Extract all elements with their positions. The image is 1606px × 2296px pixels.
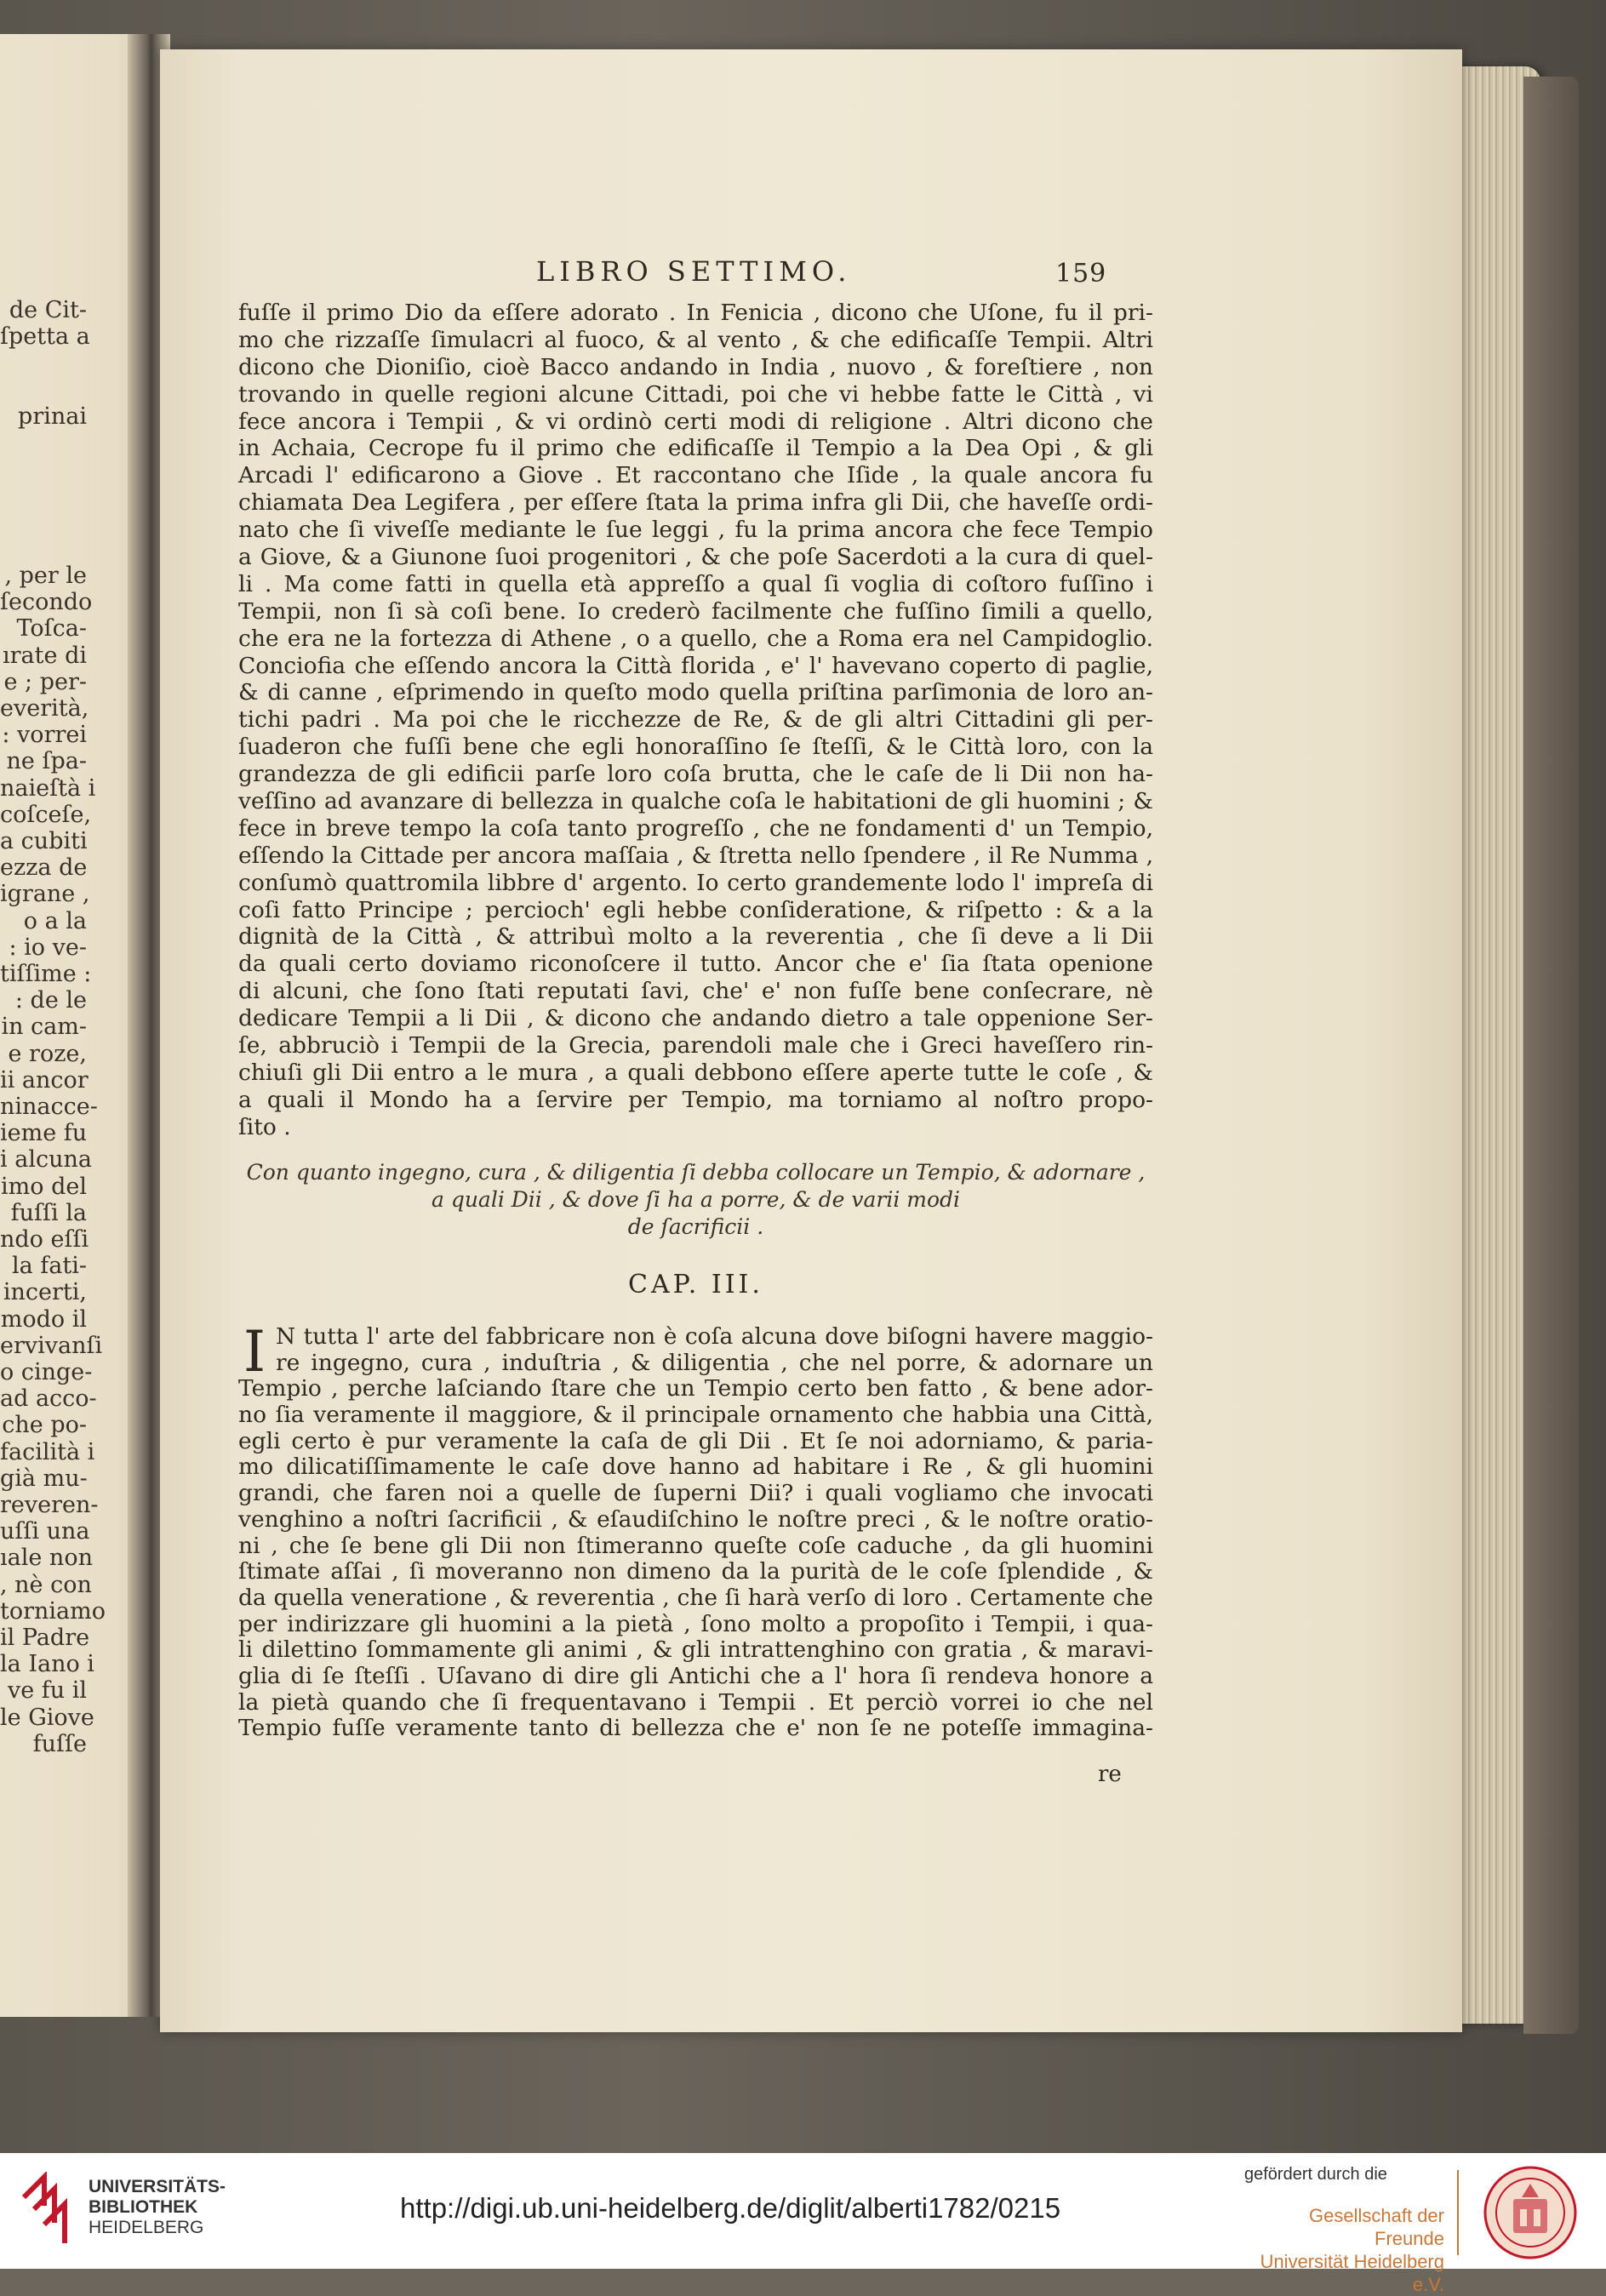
left-page-fragment: ervivanſi: [0, 1332, 103, 1359]
left-page-fragment: il Padre: [0, 1625, 90, 1651]
sponsor-name-line2: Universität Heidelberg e.V.: [1260, 2251, 1444, 2295]
chapter-line: li dilettino ſommamente gli animi , & gli intrattenghino con gratia , & maravi-: [238, 1636, 1153, 1664]
chapter-line: no ſia veramente il maggiore, & il principale ornamento che habbia una Città,: [238, 1402, 1153, 1429]
heading-line: de ſacrificii .: [627, 1214, 764, 1239]
left-page-fragment: e roze,: [8, 1040, 87, 1067]
left-page-fragment: che po-: [2, 1412, 87, 1439]
body-line: da quali certo doviamo riconoſcere il tutto. Ancor che e' ſia ſtata openione: [238, 951, 1153, 978]
left-page-fragment: prinai: [18, 403, 87, 430]
heading-line: a quali Dii , & dove ſi ha a porre, & de varii modi: [431, 1187, 961, 1212]
body-line: chiamata Dea Legifera , per eſſere ſtata la prima infra gli Dii, che haveſſe ordi-: [238, 489, 1153, 517]
body-line: Tempii, non ſi sà coſi bene. Io crederò facilmente che fuſſino ſimili a quello,: [238, 597, 1153, 625]
left-page-fragment: le Giove: [0, 1704, 94, 1731]
body-line: conſumò quattromila libbre d' argento. Io certo grandemente lodo l' impreſa di: [238, 869, 1153, 896]
previous-page-fragment: [0, 34, 145, 2017]
chapter-line: mo dilicatiſſimamente le caſe dove hanno ad habitare i Re , & gli huomini: [238, 1454, 1153, 1481]
left-page-fragment: in cam-: [1, 1014, 87, 1041]
left-page-fragment: : vorrei: [2, 722, 87, 749]
body-line: ſito .: [238, 1113, 291, 1140]
left-page-fragment: o cinge-: [0, 1359, 93, 1385]
chapter-line: egli certo è pur veramente la caſa de gli Dii . Et ſe noi adorniamo, & paria-: [238, 1427, 1153, 1454]
left-page-fragment: la fati-: [11, 1253, 87, 1280]
left-page-fragment: ninacce-: [0, 1094, 98, 1120]
sponsor-name-line1: Gesellschaft der Freunde: [1309, 2205, 1444, 2249]
body-line: veſſino ad avanzare di bellezza in qualche coſa le habitationi de gli huomini ; &: [238, 788, 1153, 815]
section-heading: [238, 1159, 1153, 1241]
left-page-fragment: ezza de: [0, 854, 88, 882]
permalink-url[interactable]: http://digi.ub.uni-heidelberg.de/diglit/alberti1782/0215: [400, 2192, 1061, 2224]
body-line: li . Ma come fatti in quella età appreſſo a qual ſi voglia di coſtoro fuſſino i: [238, 570, 1153, 597]
left-page-fragment: ieme fu: [0, 1120, 88, 1147]
footer-divider: [1457, 2170, 1459, 2255]
body-line: Arcadi l' edificarono a Giove . Et raccontano che Iſide , la quale ancora fu: [238, 462, 1153, 489]
chapter-line: venghino a noſtri ſacrificii , & eſaudiſchino le noſtre preci , & le noſtre oratio-: [238, 1505, 1153, 1533]
left-page-fragment: ii ancor: [0, 1066, 89, 1094]
left-page-fragment: reveren-: [0, 1492, 99, 1518]
left-page-fragment: incerti,: [3, 1279, 87, 1306]
page-number: 159: [1055, 259, 1107, 288]
body-line: ſuaderon che fuſſi bene che egli honoraſſino ſe ſteſſi, & le Città loro, con la: [238, 734, 1153, 761]
left-page-fragment: ıale non: [0, 1545, 93, 1572]
left-page-fragment: : io ve-: [9, 934, 87, 961]
body-line: di alcuni, che ſono ſtati reputati ſavi, che' e' non fuſſe bene conſecrare, nè: [238, 978, 1153, 1005]
left-page-fragment: naieſtà i: [0, 774, 96, 802]
body-line: nato che ſi viveſſe mediante le ſue leggi , fu la prima ancora che fece Tempio: [238, 517, 1153, 544]
left-page-fragment: igrane ,: [0, 881, 90, 908]
left-page-fragment: modo il: [0, 1305, 87, 1333]
left-page-fragment: everità,: [0, 695, 89, 722]
left-page-fragment: ve fu il: [7, 1677, 87, 1705]
left-page-fragment: ndo eſſi: [0, 1226, 89, 1253]
body-line: a quali il Mondo ha a ſervire per Tempio, ma torniamo al noſtro propo-: [238, 1086, 1153, 1113]
running-head: [374, 255, 1226, 289]
left-page-fragment: Toſca-: [16, 615, 87, 643]
body-line: chiuſi gli Dii entro a le mura , a quali debbono eſſere aperte tutte le coſe , &: [238, 1059, 1153, 1086]
body-line: dedicare Tempii a li Dii , & dicono che andando dietro a tale oppenione Ser-: [238, 1005, 1153, 1032]
left-page-fragment: o a la: [23, 907, 87, 934]
left-page-fragment: imo del: [1, 1173, 87, 1200]
body-line: eſſendo la Cittade per ancora maſſaia , & ſtretta nello ſpendere , il Re Numma ,: [238, 842, 1153, 869]
body-line: grandezza de gli edificii parſe loro coſa brutta, che le caſe de li Dii non ha-: [238, 761, 1153, 788]
body-line: dicono che Dioniſio, cioè Bacco andando in India , nuovo , & foreſtiere , non: [238, 353, 1153, 380]
left-page-fragment: i alcuna: [0, 1146, 92, 1174]
left-page-fragment: facilità i: [0, 1438, 95, 1465]
library-name-line3: HEIDELBERG: [89, 2218, 204, 2237]
book-cover-edge: [1523, 77, 1579, 2034]
drop-cap: I: [243, 1319, 266, 1385]
catchword: re: [1098, 1762, 1122, 1787]
body-line: fece in breve tempo la coſa tanto progreſſo , che ne fondamenti d' un Tempio,: [238, 814, 1153, 842]
left-page-fragment: la Iano i: [0, 1651, 94, 1678]
body-line: ſe, abbruciò i Tempii de la Grecia, parendoli male che i Greci haveſſero rin-: [238, 1032, 1153, 1059]
chapter-line: da quella veneratione , & reverentia , che ſi harà verſo di loro . Certamente che: [238, 1584, 1153, 1611]
left-page-fragment: fuſſe: [32, 1730, 87, 1757]
body-text: [238, 300, 1153, 1141]
chapter-line: N tutta l' arte del fabbricare non è coſa alcuna dove biſogni havere maggio-: [276, 1323, 1153, 1350]
chapter-line: per indirizzare gli huomini a la pietà , ſono molto a propoſito i Tempii, i qua-: [238, 1610, 1153, 1637]
sponsor-label: gefördert durch die: [1244, 2165, 1387, 2184]
left-page-fragment: e ; per-: [3, 668, 87, 695]
body-line: che era ne la fortezza di Athene , o a quello, che a Roma era nel Campidoglio.: [238, 625, 1153, 652]
body-line: & di canne , eſprimendo in queſto modo quella priſtina parſimonia de loro an-: [238, 679, 1153, 706]
left-page-fragment: coſceſe,: [0, 801, 92, 828]
ub-logo-icon[interactable]: [19, 2172, 75, 2248]
left-page-fragment: uſſi una: [0, 1518, 90, 1545]
chapter-label: CAP. III.: [628, 1270, 763, 1299]
body-line: tichi padri . Ma poi che le ricchezze de Re, & de gli altri Cittadini gli per-: [238, 706, 1153, 734]
body-line: in Achaia, Cecrope fu il primo che edificaſſe il Tempio a la Dea Opi , & gli: [238, 435, 1153, 462]
left-page-fragment: , nè con: [0, 1571, 92, 1598]
body-line: Conciofia che eſſendo ancora la Città florida , e' l' havevano coperto di paglie,: [238, 652, 1153, 679]
left-page-fragment: torniamo: [0, 1597, 106, 1625]
chapter-line: ſtimate aſſai , ſi moveranno non dimeno da la purità de le coſe ſplendide , &: [238, 1558, 1153, 1585]
left-page-fragment: ne ſpa-: [6, 748, 87, 775]
chapter-line: la pietà quando che ſi frequentavano i Tempii . Et perciò vorrei io che nel: [238, 1688, 1153, 1716]
chapter-line: grandi, che faren noi a quelle de ſuperni Dii? i quali vogliamo che invocati: [238, 1480, 1153, 1507]
body-line: trovando in quelle regioni alcune Cittadi, poi che vi hebbe fatte le Città , vi: [238, 380, 1153, 408]
left-page-fragment: già mu-: [0, 1465, 88, 1492]
body-line: fece ancora i Tempii , & vi ordinò certi modi di religione . Altri dicono che: [238, 408, 1153, 435]
chapter-line: Tempio , perche laſciando ſtare che un Tempio certo ben fatto , & bene ador-: [238, 1375, 1153, 1402]
running-head-title: LIBRO SETTIMO.: [536, 255, 852, 288]
left-page-fragment: ſecondo: [0, 589, 93, 616]
university-seal-icon[interactable]: [1483, 2165, 1578, 2260]
library-name-line2: BIBLIOTHEK: [89, 2197, 198, 2217]
body-line: mo che rizzaſſe ſimulacri al fuoco, & al vento , & che edificaſſe Tempii. Altri: [238, 326, 1153, 353]
heading-line: Con quanto ingegno, cura , & diligentia ſi debba collocare un Tempio, & adornare ,: [246, 1160, 1146, 1185]
left-page-fragment: , per le: [4, 563, 87, 589]
footer-bar: [0, 2153, 1606, 2295]
library-name-line1: UNIVERSITÄTS-: [89, 2177, 226, 2196]
left-page-fragment: : de le: [14, 987, 87, 1014]
chapter-line: ni , che ſe bene gli Dii non ſtimeranno queſte coſe caduche , da gli huomini: [238, 1532, 1153, 1559]
left-page-fragment: tiſſime :: [0, 961, 92, 987]
body-line: a Giove, & a Giunone ſuoi progenitori , & che poſe Sacerdoti a la cura di quel-: [238, 544, 1153, 571]
left-page-fragment: fuſſi la: [10, 1199, 87, 1226]
left-page-fragment: ad acco-: [0, 1385, 97, 1413]
library-name[interactable]: [89, 2177, 226, 2238]
left-page-fragment: a cubiti: [0, 828, 88, 854]
body-line: dignità de la Città , & attribuì molto a la reverentia , che ſi deve a li Dii: [238, 923, 1153, 951]
chapter-text: [238, 1319, 1153, 1742]
chapter-line: Tempio fuſſe veramente tanto di bellezza che e' non ſe ne poteſſe immagina-: [238, 1715, 1153, 1742]
chapter-line: re ingegno, cura , induſtria , & diligentia , che nel porre, & adornare un: [276, 1349, 1153, 1376]
body-line: coſi fatto Principe ; percioch' egli hebbe conſideratione, & riſpetto : & a la: [238, 896, 1153, 923]
body-line: fuſſe il primo Dio da eſſere adorato . In Fenicia , dicono che Uſone, fu il pri-: [238, 300, 1153, 326]
sponsor-name[interactable]: [1249, 2204, 1444, 2296]
left-page-fragment: de Cit-: [9, 297, 87, 323]
left-page-fragment: ſpetta a: [0, 323, 90, 351]
left-page-fragment: ırate di: [3, 642, 87, 669]
chapter-line: glia di ſe ſteſſi . Uſavano di dire gli Antichi che a l' hora ſi rendeva honore a: [238, 1662, 1153, 1689]
